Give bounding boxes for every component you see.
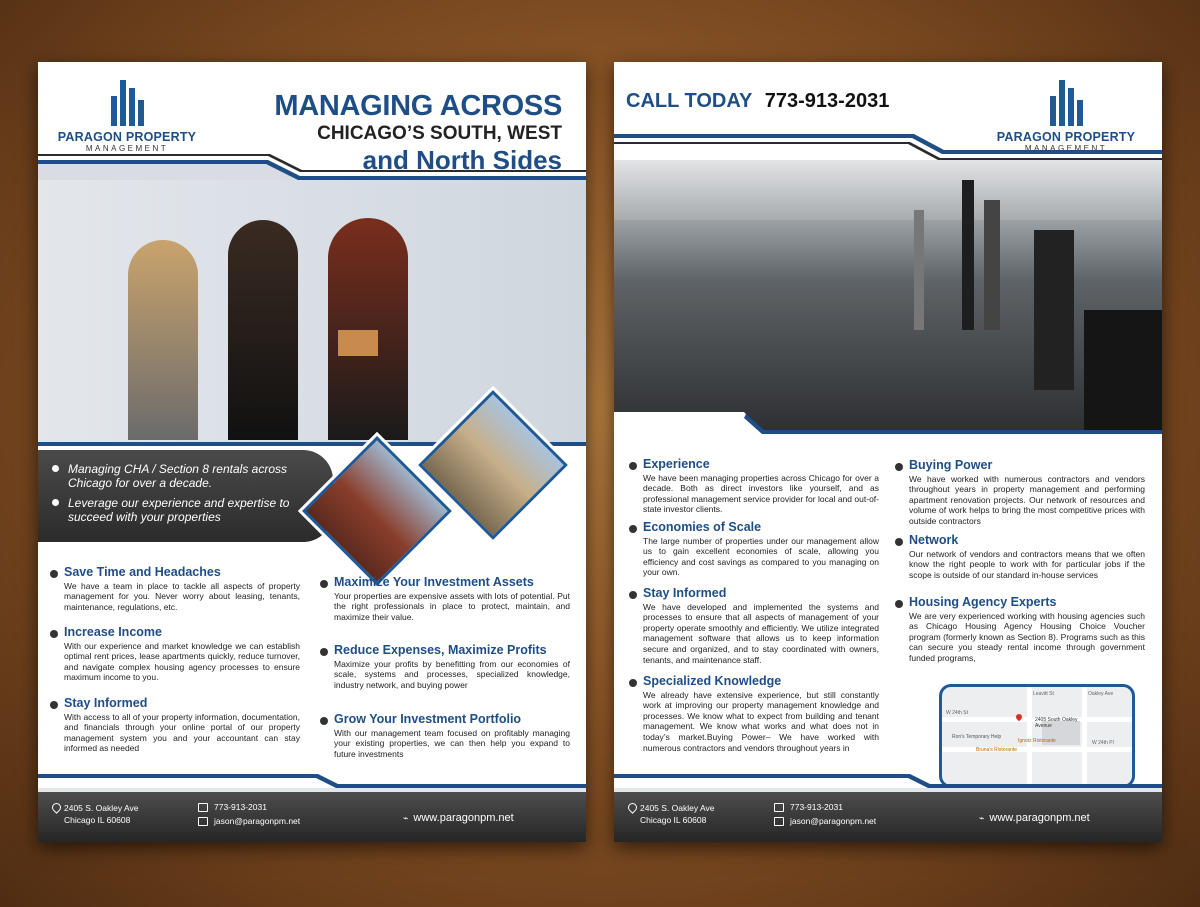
location-pin-icon (626, 801, 639, 814)
section-title: Stay Informed (629, 588, 879, 599)
headline-line1: MANAGING ACROSS (274, 90, 562, 122)
photo-band (614, 412, 1162, 452)
section-housing-agency (909, 597, 1145, 664)
section-title: Experience (629, 459, 879, 470)
footer-contact (774, 800, 876, 828)
brand-name: PARAGON PROPERTY (57, 130, 197, 144)
footer-email[interactable]: jason@paragonpm.net (790, 816, 877, 826)
section-body: We have been managing properties across Chicago for over a decade. Both as direct investors like yourself, and as professional management service provider for local and out-of-state investor clients. (643, 472, 879, 515)
headline-line2: CHICAGO’S SOUTH, WEST (317, 123, 562, 144)
section-body: We have worked with numerous contractors and vendors throughout years in property management and performing apartment renovation projects. Our network of resources and volume of work helps to bring the most competitive prices with outside contractors (909, 473, 1145, 526)
feature-reduce-expenses (334, 645, 570, 690)
section-body: We are very experienced working with housing agencies such as Chicago Housing Agency Housing Choice Voucher program (formerly known as Section 8). Programs such as this can secure you steady rental income through government funded programs, (909, 610, 1145, 663)
feature-increase-income (64, 627, 300, 683)
brand-sub: MANAGEMENT (1024, 144, 1108, 153)
section-body: With our experience and market knowledge we can establish optimal rent prices, lease apartments quickly, reduce turnover, and navigate complex housing agency processes to ensure maximum income to you. (64, 640, 300, 683)
highlight-item: Managing CHA / Section 8 rentals across Chicago for over a decade. (52, 462, 333, 490)
footer-phone: 773-913-2031 (214, 802, 267, 812)
section-buying-power (909, 460, 1145, 527)
section-title: Housing Agency Experts (895, 597, 1145, 608)
map-street: Leavitt St (1033, 691, 1054, 697)
section-experience (643, 459, 879, 515)
map-place: Ron's Temporary Help (952, 734, 1002, 740)
map-place: Ignotz Ristorante (1018, 738, 1056, 744)
highlight-item: Leverage our experience and expertise to succeed with your properties (52, 496, 333, 524)
brand-logo (52, 78, 202, 153)
feature-stay-informed (64, 698, 300, 754)
map-street: Oakley Ave (1088, 691, 1114, 697)
footer-phone: 773-913-2031 (790, 802, 843, 812)
section-body: We have a team in place to tackle all aspects of property management for you. Never worry about leasing, tenants, maintenance, regulations, etc. (64, 580, 300, 612)
section-body: Your properties are expensive assets with lots of potential. Put the right professionals in place to protect, maintain, and maximize their value. (334, 590, 570, 622)
section-stay-informed (643, 588, 879, 665)
brand-sub: MANAGEMENT (85, 144, 169, 153)
map-pin-label: 2405 South Oakley Avenue (1035, 717, 1078, 729)
section-body: The large number of properties under our management allow us to gain excellent economies of scale, allowing you efficiency and cost savings as compared to you managing on your own. (643, 535, 879, 578)
call-today (626, 90, 889, 113)
feature-save-time (64, 567, 300, 612)
section-title: Network (895, 535, 1145, 546)
section-title: Stay Informed (50, 698, 300, 709)
building-icon (986, 78, 1146, 126)
feature-grow-portfolio (334, 714, 570, 759)
phone-icon (774, 803, 784, 812)
address-line1: 2405 S. Oakley Ave (64, 803, 139, 813)
header-band (614, 130, 1162, 164)
section-body: Maximize your profits by benefitting from our economies of scale, systems and processes, specialized knowledge, industry network, and buying power (334, 658, 570, 690)
mouse-icon: ⌁ (979, 813, 985, 823)
building-icon (52, 78, 202, 126)
section-title: Economies of Scale (629, 522, 879, 533)
section-body: With our management team focused on profitably managing your existing properties, we can then help you expand to future investments (334, 727, 570, 759)
map-street: W 24th St (946, 710, 968, 716)
footer-website (403, 812, 514, 824)
address-line2: Chicago IL 60608 (64, 815, 131, 825)
section-economies (643, 522, 879, 578)
headline-line3: and North Sides (362, 145, 562, 175)
website-link[interactable]: www.paragonpm.net (989, 812, 1090, 824)
section-title: Specialized Knowledge (629, 676, 879, 687)
email-icon (198, 817, 208, 826)
footer-address (52, 802, 139, 826)
section-body: We already have extensive experience, but still constantly work at improving our property management knowledge and processes. We know what to expect from building and tenant management. We know what works and what does not in today’s market.Buying Power– We have worked with numerous contractors and vendors throughout years in (643, 689, 879, 753)
address-line2: Chicago IL 60608 (640, 815, 707, 825)
city-skyline-photo (614, 160, 1162, 430)
map-place: Bruna's Ristorante (976, 747, 1017, 753)
section-specialized (643, 676, 879, 753)
section-title: Buying Power (895, 460, 1145, 471)
feature-maximize-assets (334, 577, 570, 622)
section-title: Save Time and Headaches (50, 567, 300, 578)
section-body: Our network of vendors and contractors means that we often know the right people to work with for particular jobs if the scope is outside of our standard in-house services (909, 548, 1145, 580)
section-title: Grow Your Investment Portfolio (320, 714, 570, 725)
footer-contact (198, 800, 300, 828)
footer-address (628, 802, 715, 826)
flyer-back (614, 62, 1162, 842)
footer-email[interactable]: jason@paragonpm.net (214, 816, 301, 826)
phone-icon (198, 803, 208, 812)
footer-website (979, 812, 1090, 824)
section-network (909, 535, 1145, 580)
mouse-icon: ⌁ (403, 813, 409, 823)
call-phone[interactable]: 773-913-2031 (764, 90, 890, 112)
footer (614, 792, 1162, 842)
highlights-box (38, 450, 333, 542)
map-street: W 24th Pl (1092, 740, 1114, 746)
section-title: Maximize Your Investment Assets (320, 577, 570, 588)
location-pin-icon (50, 801, 63, 814)
website-link[interactable]: www.paragonpm.net (413, 812, 514, 824)
call-label: CALL TODAY (626, 90, 753, 112)
section-body: We have developed and implemented the systems and processes to ensure that all aspects of management of your property operate smoothly and efficiently. We utilize integrated management software that allows us to keep information secure and organized, and to stay coordinated with owners, tenants, and maintenance staff. (643, 601, 879, 665)
email-icon (774, 817, 784, 826)
flyer-front (38, 62, 586, 842)
address-line1: 2405 S. Oakley Ave (640, 803, 715, 813)
brand-name: PARAGON PROPERTY (996, 130, 1136, 144)
section-body: With access to all of your property information, documentation, and financials through your online portal of our property management system you and your accountant can stay informed as needed (64, 711, 300, 754)
section-title: Reduce Expenses, Maximize Profits (320, 645, 570, 656)
section-title: Increase Income (50, 627, 300, 638)
house-model (338, 330, 378, 356)
footer (38, 792, 586, 842)
